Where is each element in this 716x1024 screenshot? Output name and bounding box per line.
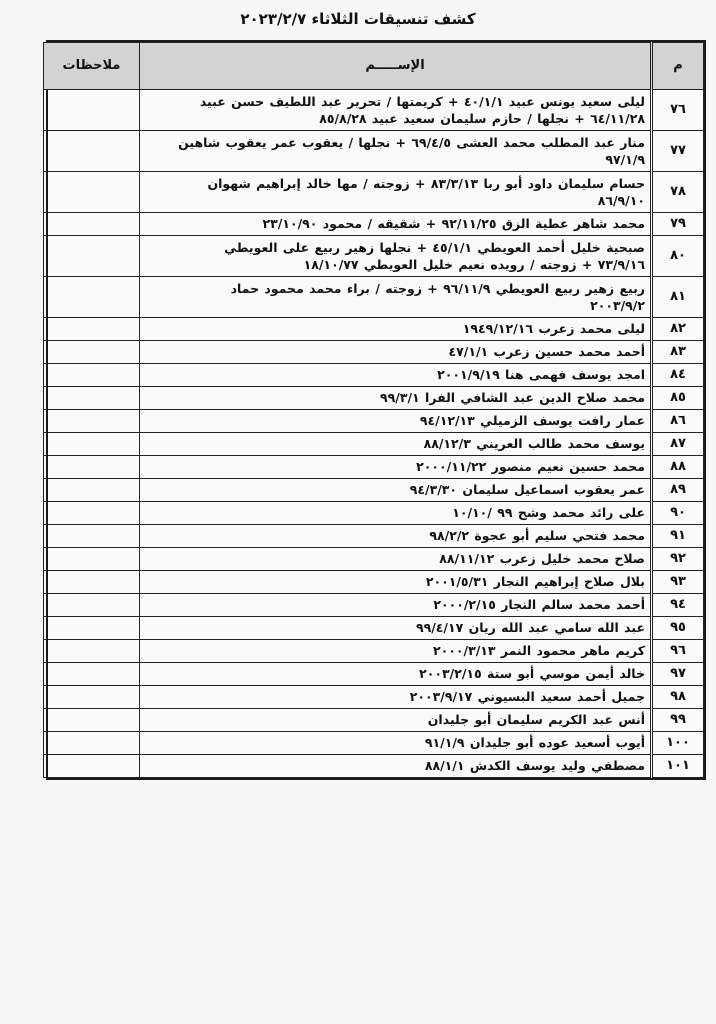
row-name-line: صلاح محمد خليل زعرب ٨٨/١١/١٢ xyxy=(439,551,645,566)
row-number: ٩٧ xyxy=(652,663,704,686)
table-row xyxy=(44,548,704,571)
row-name-line: امجد يوسف فهمى هنا ٢٠٠١/٩/١٩ xyxy=(437,367,645,382)
row-notes xyxy=(44,663,140,686)
row-number: ١٠٠ xyxy=(652,732,704,755)
row-name-cell xyxy=(140,594,652,617)
row-number: ٨٣ xyxy=(652,341,704,364)
row-name-line: يوسف محمد طالب العريني ٨٨/١٢/٣ xyxy=(423,436,645,451)
table-row xyxy=(44,502,704,525)
table-row xyxy=(44,172,704,213)
table-row xyxy=(44,663,704,686)
table-row xyxy=(44,525,704,548)
row-name-cell xyxy=(140,277,652,318)
row-name-cell xyxy=(140,318,652,341)
table-row xyxy=(44,755,704,778)
row-name-cell xyxy=(140,663,652,686)
row-name-cell xyxy=(140,90,652,131)
row-name-cell xyxy=(140,640,652,663)
header-name: الإســـــم xyxy=(140,43,652,90)
row-number: ٨٦ xyxy=(652,410,704,433)
row-name-line: ليلى سعيد يونس عبيد ٤٠/١/١ + كريمتها / تحرير عبد اللطيف حسن عبيد xyxy=(199,94,645,109)
row-name-line: أحمد محمد حسين زعرب ٤٧/١/١ xyxy=(448,344,645,359)
row-name-cell xyxy=(140,502,652,525)
row-number: ٨٢ xyxy=(652,318,704,341)
row-name-line: ٩٧/١/٩ xyxy=(605,152,645,167)
names-table-frame xyxy=(46,40,706,780)
row-notes xyxy=(44,755,140,778)
table-row xyxy=(44,341,704,364)
row-name-cell xyxy=(140,548,652,571)
row-notes xyxy=(44,277,140,318)
table-row xyxy=(44,236,704,277)
table-row xyxy=(44,433,704,456)
row-name-line: ربيع زهير ربيع العويطي ٩٦/١١/٩ + زوجته / براء محمد محمود حماد xyxy=(230,281,645,296)
table-row xyxy=(44,709,704,732)
row-name-cell xyxy=(140,236,652,277)
row-notes xyxy=(44,236,140,277)
row-name-line: خالد أيمن موسي أبو ستة ٢٠٠٣/٢/١٥ xyxy=(419,666,645,681)
row-notes xyxy=(44,456,140,479)
row-name-cell xyxy=(140,172,652,213)
row-number: ٩١ xyxy=(652,525,704,548)
row-name-line: محمد فتحي سليم أبو عجوة ٩٨/٢/٢ xyxy=(429,528,645,543)
row-name-cell xyxy=(140,387,652,410)
row-name-line: صبحية خليل أحمد العويطي ٤٥/١/١ + نجلها زهير ربيع على العويطي xyxy=(224,240,645,255)
row-number: ٨٤ xyxy=(652,364,704,387)
row-number: ١٠١ xyxy=(652,755,704,778)
table-row xyxy=(44,571,704,594)
row-number: ٨٠ xyxy=(652,236,704,277)
row-name-line: ٧٣/٩/١٦ + زوجته / رويده نعيم خليل العويطي ١٨/١٠/٧٧ xyxy=(303,257,645,272)
table-row xyxy=(44,277,704,318)
row-name-cell xyxy=(140,131,652,172)
row-number: ٩٢ xyxy=(652,548,704,571)
row-notes xyxy=(44,686,140,709)
row-name-line: أنس عبد الكريم سليمان أبو جليدان xyxy=(427,712,645,727)
row-number: ٩٥ xyxy=(652,617,704,640)
row-name-cell xyxy=(140,755,652,778)
row-notes xyxy=(44,131,140,172)
row-name-line: عمار رافت يوسف الزميلي ٩٤/١٢/١٣ xyxy=(419,413,645,428)
row-notes xyxy=(44,433,140,456)
row-number: ٩٣ xyxy=(652,571,704,594)
page-title: كشف تنسيقات الثلاثاء ٢٠٢٣/٢/٧ xyxy=(240,10,476,28)
row-notes xyxy=(44,364,140,387)
row-number: ٧٦ xyxy=(652,90,704,131)
row-number: ٧٧ xyxy=(652,131,704,172)
row-name-line: ٨٦/٩/١٠ xyxy=(597,193,645,208)
row-name-cell xyxy=(140,456,652,479)
row-notes xyxy=(44,90,140,131)
row-name-cell xyxy=(140,364,652,387)
header-number: م xyxy=(652,43,704,90)
row-number: ٧٩ xyxy=(652,213,704,236)
table-row xyxy=(44,131,704,172)
table-row xyxy=(44,732,704,755)
row-name-line: محمد حسين نعيم منصور ٢٠٠٠/١١/٢٢ xyxy=(416,459,645,474)
row-notes xyxy=(44,640,140,663)
row-notes xyxy=(44,594,140,617)
row-name-line: ليلى محمد زعرب ١٩٤٩/١٢/١٦ xyxy=(462,321,645,336)
row-name-line: حسام سليمان داود أبو ربا ٨٣/٣/١٣ + زوجته / مها خالد إبراهيم شهوان xyxy=(207,176,645,191)
table-row xyxy=(44,410,704,433)
row-notes xyxy=(44,479,140,502)
table-row xyxy=(44,213,704,236)
row-number: ٨٩ xyxy=(652,479,704,502)
table-row xyxy=(44,617,704,640)
row-name-line: ٦٤/١١/٢٨ + نجلها / حازم سليمان سعيد عبيد ٨٥/٨/٢٨ xyxy=(319,111,645,126)
table-row xyxy=(44,479,704,502)
table-body xyxy=(44,90,704,778)
row-name-line: أحمد محمد سالم النجار ٢٠٠٠/٢/١٥ xyxy=(433,597,645,612)
row-name-line: مصطفي وليد يوسف الكدش ٨٨/١/١ xyxy=(424,758,645,773)
header-row xyxy=(44,43,704,90)
table-row xyxy=(44,387,704,410)
row-notes xyxy=(44,387,140,410)
names-table xyxy=(43,42,704,778)
table-row xyxy=(44,364,704,387)
row-notes xyxy=(44,410,140,433)
table-row xyxy=(44,90,704,131)
row-name-cell xyxy=(140,433,652,456)
row-number: ٧٨ xyxy=(652,172,704,213)
row-name-cell xyxy=(140,341,652,364)
row-notes xyxy=(44,318,140,341)
row-name-cell xyxy=(140,709,652,732)
row-number: ٨١ xyxy=(652,277,704,318)
row-notes xyxy=(44,571,140,594)
row-notes xyxy=(44,709,140,732)
header-notes: ملاحظات xyxy=(44,43,140,90)
table-row xyxy=(44,594,704,617)
row-name-line: جميل أحمد سعيد البسيوني ٢٠٠٣/٩/١٧ xyxy=(409,689,645,704)
row-number: ٩٩ xyxy=(652,709,704,732)
row-notes xyxy=(44,341,140,364)
row-notes xyxy=(44,617,140,640)
row-name-cell xyxy=(140,571,652,594)
row-number: ٨٨ xyxy=(652,456,704,479)
row-number: ٩٨ xyxy=(652,686,704,709)
row-number: ٩٦ xyxy=(652,640,704,663)
row-name-cell xyxy=(140,410,652,433)
row-name-cell xyxy=(140,479,652,502)
row-name-line: بلال صلاح إبراهيم النجار ٢٠٠١/٥/٣١ xyxy=(425,574,645,589)
row-number: ٨٧ xyxy=(652,433,704,456)
row-notes xyxy=(44,732,140,755)
table-row xyxy=(44,686,704,709)
row-name-line: منار عبد المطلب محمد العشى ٦٩/٤/٥ + نجلها / يعقوب عمر يعقوب شاهين xyxy=(178,135,645,150)
row-name-cell xyxy=(140,617,652,640)
row-name-line: عبد الله سامي عبد الله ريان ٩٩/٤/١٧ xyxy=(415,620,645,635)
row-name-cell xyxy=(140,686,652,709)
row-notes xyxy=(44,502,140,525)
row-name-line: على رائد محمد وشح ٩٩ /١٠/١٠ xyxy=(452,505,645,520)
row-notes xyxy=(44,548,140,571)
table-row xyxy=(44,456,704,479)
row-name-cell xyxy=(140,525,652,548)
row-notes xyxy=(44,172,140,213)
table-row xyxy=(44,318,704,341)
row-number: ٨٥ xyxy=(652,387,704,410)
row-number: ٩٠ xyxy=(652,502,704,525)
row-name-line: ٢٠٠٣/٩/٢ xyxy=(590,298,645,313)
row-name-line: محمد صلاح الدين عبد الشافي الفرا ٩٩/٣/١ xyxy=(380,390,645,405)
row-notes xyxy=(44,525,140,548)
row-name-line: أيوب أسعيد عوده أبو جليدان ٩١/١/٩ xyxy=(424,735,645,750)
table-row xyxy=(44,640,704,663)
row-name-line: عمر يعقوب اسماعيل سليمان ٩٤/٣/٣٠ xyxy=(409,482,645,497)
row-name-cell xyxy=(140,213,652,236)
row-notes xyxy=(44,213,140,236)
row-name-line: كريم ماهر محمود النمر ٢٠٠٠/٣/١٣ xyxy=(433,643,645,658)
row-number: ٩٤ xyxy=(652,594,704,617)
row-name-line: محمد شاهر عطية الزق ٩٢/١١/٢٥ + شقيقه / محمود ٢٣/١٠/٩٠ xyxy=(262,216,645,231)
row-name-cell xyxy=(140,732,652,755)
